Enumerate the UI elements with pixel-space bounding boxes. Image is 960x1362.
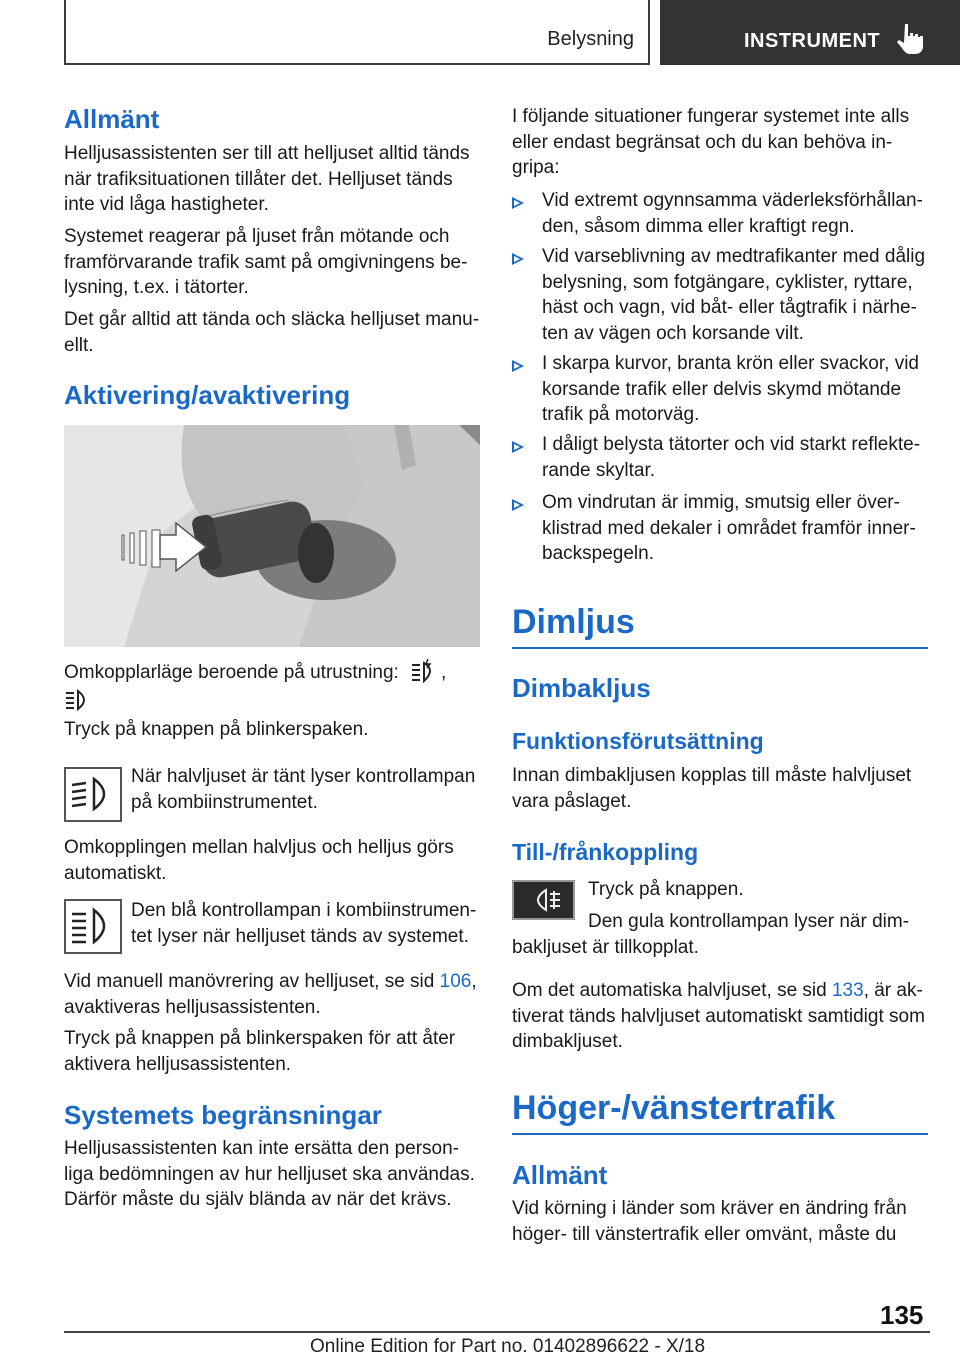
automatiska-text-b: , är ak-tiverat tänds halvljuset automatiskt samtidigt som dimbakljuset. — [512, 980, 925, 1052]
list-item-text: Om vindrutan är immig, smutsig eller över-klistrad med dekaler i området framför inner-backspegeln. — [542, 492, 916, 564]
omkopplar-text — [64, 660, 447, 686]
tryck-knappen-text: Tryck på knappen på blinkerspaken. — [64, 719, 369, 740]
list-item — [512, 244, 926, 348]
manuell-text — [64, 969, 482, 1020]
heading-dimbakljus: Dimbakljus — [512, 673, 651, 703]
list-item-text: Vid extremt ogynnsamma väderleksförhållan-den, såsom dimma eller kraftigt regn. — [542, 190, 923, 237]
list-item-text: I skarpa kurvor, branta krön eller svackor, vid korsande trafik eller delvis skymd mötande trafik på motorväg. — [542, 353, 919, 425]
list-item-text: I dåligt belysta tätorter och vid starkt reflekte-rande skyltar. — [542, 434, 921, 481]
heading-dimljus: Dimljus — [512, 603, 635, 641]
section-title: Belysning — [547, 28, 634, 50]
paragraph-systemet: Systemet reagerar på ljuset från mötande och framförvarande trafik samt på omgivningens be-lysning, t.ex. i tätorter. — [64, 226, 468, 298]
paragraph-situationer: I följande situationer fungerar systemet inte alls eller endast begränsat och du kan behöva in-gripa: — [512, 106, 910, 178]
footer-rule — [64, 1331, 930, 1333]
high-beam-indicator-icon — [64, 899, 122, 954]
footer-edition: Online Edition for Part no. 01402896622 - X/18 — [310, 1336, 706, 1357]
paragraph-hoger: Vid körning i länder som kräver en ändring från höger- till vänstertrafik eller omvänt, måste du — [512, 1198, 907, 1245]
heading-systemets: Systemets begränsningar — [64, 1100, 382, 1130]
page-link-106[interactable]: 106 — [439, 971, 472, 992]
heading-hoger: Höger-/vänstertrafik — [512, 1089, 836, 1127]
manuell-text-b: , avaktiveras helljusassistenten. — [64, 971, 477, 1018]
automatiska-text-a: Om det automatiska halvljuset, se sid — [512, 980, 827, 1001]
high-beam-icon — [64, 688, 90, 712]
section-rule — [512, 1133, 928, 1135]
heading-allmant: Allmänt — [64, 104, 160, 134]
gula-kontrollampa-text: Den gula kontrollampan lyser när dim-bakljuset är tillkopplat. — [512, 911, 910, 958]
omkopplingen-text: Omkopplingen mellan halvljus och helljus görs automatiskt. — [64, 837, 454, 884]
page-number: 135 — [880, 1300, 924, 1330]
list-item — [512, 188, 922, 240]
list-item-text: Vid varseblivning av medtrafikanter med dålig belysning, som fotgängare, cyklister, ryttare, häst och vagn, vid båt- eller tågtrafik i närhe-ten av vägen och korsande vilt. — [542, 246, 926, 344]
paragraph-systemets: Helljusassistenten kan inte ersätta den person-liga bedömningen av hur helljuset ska användas. Därför måste du själv blända av när det krävs. — [64, 1138, 475, 1210]
turn-signal-stalk-photo — [64, 425, 480, 647]
omkopplar-comma: , — [441, 662, 447, 683]
heading-funktion: Funktionsförutsättning — [512, 728, 764, 754]
tryck-ater-text: Tryck på knappen på blinkerspaken för att åter aktivera helljusassistenten. — [64, 1028, 456, 1075]
pointing-hand-icon — [896, 22, 924, 54]
chapter-tab — [660, 0, 960, 65]
automatiska-text — [512, 978, 932, 1055]
low-beam-indicator-icon — [64, 767, 122, 822]
heading-aktivering: Aktivering/avaktivering — [64, 380, 351, 410]
paragraph-funktion: Innan dimbakljusen kopplas till måste halvljuset vara påslaget. — [512, 765, 912, 812]
list-item — [512, 490, 922, 568]
paragraph-manuellt: Det går alltid att tända och släcka helljuset manu-ellt. — [64, 309, 480, 356]
halvljus-text: När halvljuset är tänt lyser kontrollampan på kombiinstrumentet. — [131, 766, 476, 813]
chapter-title: INSTRUMENT — [744, 30, 881, 52]
section-rule — [512, 647, 928, 649]
tryck-knappen-label: Tryck på knappen. — [588, 879, 744, 900]
list-item — [512, 432, 922, 484]
page-link-133[interactable]: 133 — [831, 980, 864, 1001]
bla-kontrollampa-text: Den blå kontrollampan i kombiinstrumen-tet lyser när helljuset tänds av systemet. — [131, 900, 477, 947]
list-item — [512, 351, 922, 429]
omkopplar-label: Omkopplarläge beroende på utrustning: — [64, 662, 399, 683]
heading-till: Till-/frånkoppling — [512, 839, 699, 865]
header-section-box — [64, 0, 650, 65]
manuell-text-a: Vid manuell manövrering av helljuset, se sid — [64, 971, 435, 992]
heading-allmant-2: Allmänt — [512, 1160, 608, 1190]
paragraph-intro: Helljusassistenten ser till att helljuset alltid tänds när trafiksituationen tillåter det. Helljuset tänds inte vid låga hastigheter. — [64, 143, 470, 215]
high-beam-assist-icon — [410, 657, 436, 685]
